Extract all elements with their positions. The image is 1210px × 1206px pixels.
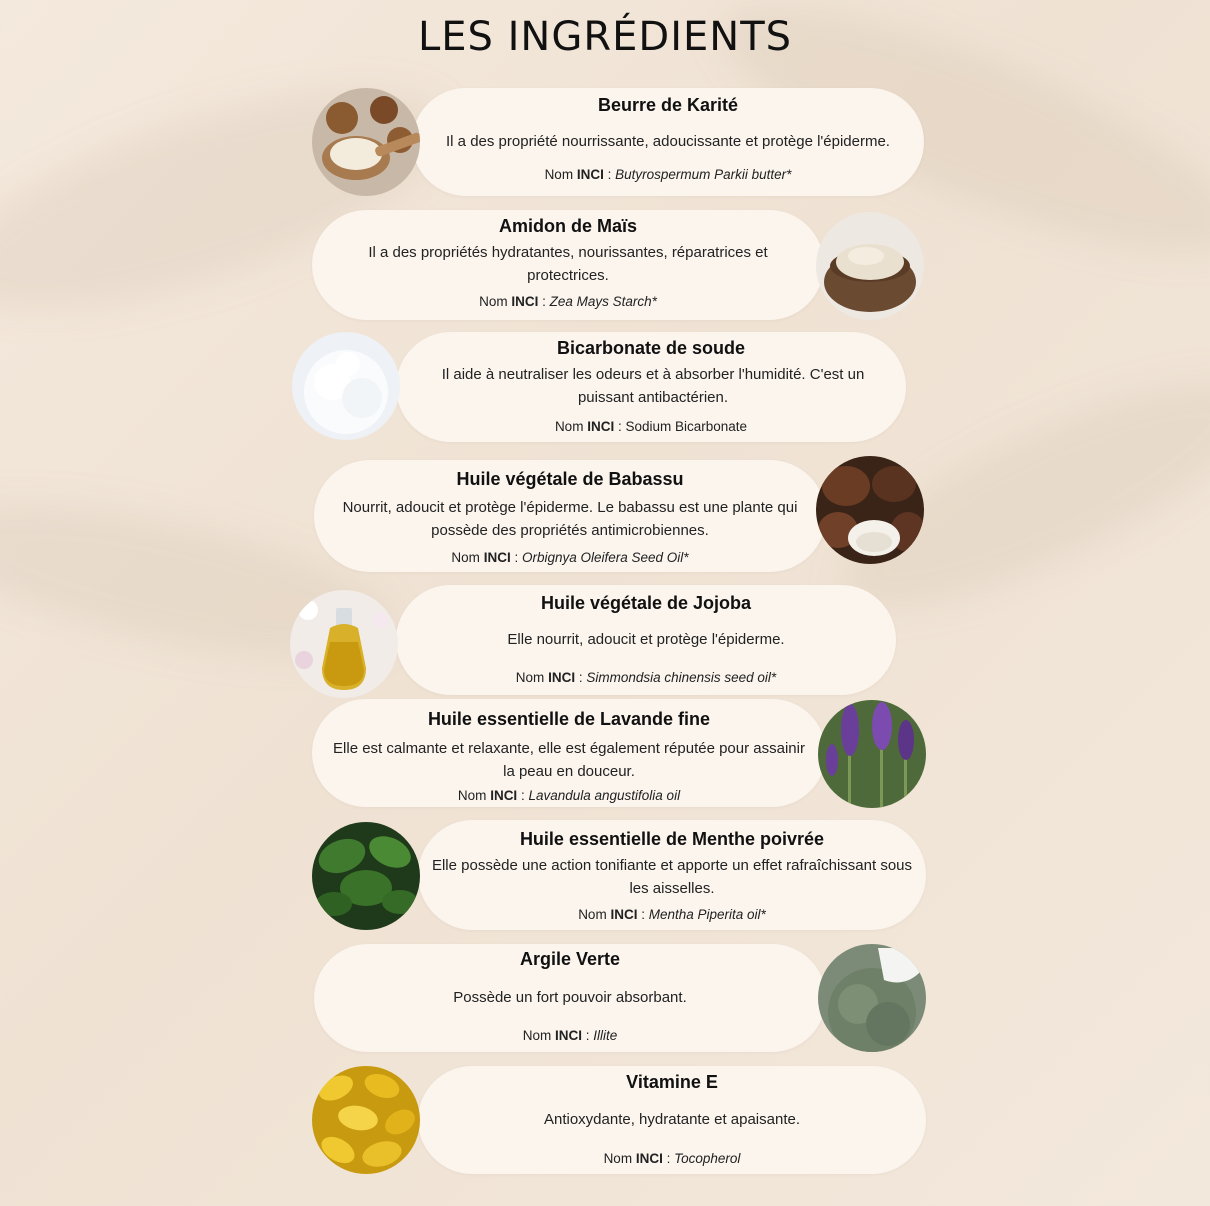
ingredient-name: Huile essentielle de Menthe poivrée — [519, 829, 825, 849]
ingredient-card-peppermint — [418, 820, 926, 930]
ingredient-name: Argile Verte — [519, 949, 621, 969]
green-clay-image — [818, 944, 926, 1052]
ingredient-name: Bicarbonate de soude — [556, 338, 746, 358]
ingredient-inci: Nom INCI : Tocopherol — [603, 1151, 741, 1166]
ingredient-name: Huile végétale de Babassu — [456, 469, 684, 489]
ingredient-name: Vitamine E — [626, 1072, 718, 1092]
ingredient-card-jojoba — [396, 585, 896, 695]
ingredient-description: Possède un fort pouvoir absorbant. — [453, 989, 687, 1006]
ingredient-name: Amidon de Maïs — [498, 216, 637, 236]
ingredient-description: Il a des propriété nourrissante, adoucissante et protège l'épiderme. — [446, 133, 890, 150]
ingredient-inci: Nom INCI : Mentha Piperita oil* — [578, 907, 766, 922]
lavender-image — [818, 700, 926, 808]
ingredient-inci: Nom INCI : Lavandula angustifolia oil — [457, 788, 681, 803]
jojoba-oil-image — [290, 590, 398, 698]
ingredient-inci: Nom INCI : Butyrospermum Parkii butter* — [544, 167, 792, 182]
ingredient-inci: Nom INCI : Sodium Bicarbonate — [554, 419, 748, 434]
vitamin-e-capsules-image — [312, 1066, 420, 1174]
ingredient-card-lavender — [312, 699, 826, 807]
ingredient-card-corn-starch — [312, 210, 824, 320]
shea-butter-image — [312, 88, 420, 196]
ingredient-description: Il a des propriétés hydratantes, nourissantes, réparatrices et protectrices. — [368, 244, 768, 284]
ingredient-description: Elle nourrit, adoucit et protège l'épiderme. — [507, 631, 785, 648]
ingredient-description: Elle possède une action tonifiante et apporte un effet rafraîchissant sous les aisselles. — [431, 857, 913, 897]
ingredient-card-green-clay — [314, 944, 826, 1052]
baking-soda-image — [292, 332, 400, 440]
ingredient-card-shea-butter — [412, 88, 924, 196]
ingredient-name: Beurre de Karité — [597, 95, 739, 115]
ingredient-inci: Nom INCI : Zea Mays Starch* — [479, 294, 657, 309]
babassu-nuts-image — [816, 456, 924, 564]
peppermint-image — [312, 822, 420, 930]
ingredient-name: Huile végétale de Jojoba — [540, 593, 752, 613]
ingredient-card-baking-soda — [396, 332, 906, 442]
ingredient-description: Elle est calmante et relaxante, elle est également réputée pour assainir la peau en douceur. — [333, 740, 805, 780]
ingredient-description: Il aide à neutraliser les odeurs et à absorber l'humidité. C'est un puissant antibactérien. — [441, 366, 865, 406]
ingredient-card-vitamin-e — [418, 1066, 926, 1174]
ingredient-inci: Nom INCI : Simmondsia chinensis seed oil* — [515, 670, 777, 685]
ingredient-card-babassu — [314, 460, 826, 572]
corn-starch-image — [816, 212, 924, 320]
ingredient-inci: Nom INCI : Illite — [522, 1028, 618, 1043]
ingredient-inci: Nom INCI : Orbignya Oleifera Seed Oil* — [451, 550, 689, 565]
ingredient-description: Nourrit, adoucit et protège l'épiderme. Le babassu est une plante qui possède des propriétés antimicrobiennes. — [342, 499, 798, 539]
ingredient-name: Huile essentielle de Lavande fine — [427, 709, 711, 729]
page-title: LES INGRÉDIENTS — [417, 14, 793, 60]
ingredient-description: Antioxydante, hydratante et apaisante. — [543, 1111, 800, 1128]
